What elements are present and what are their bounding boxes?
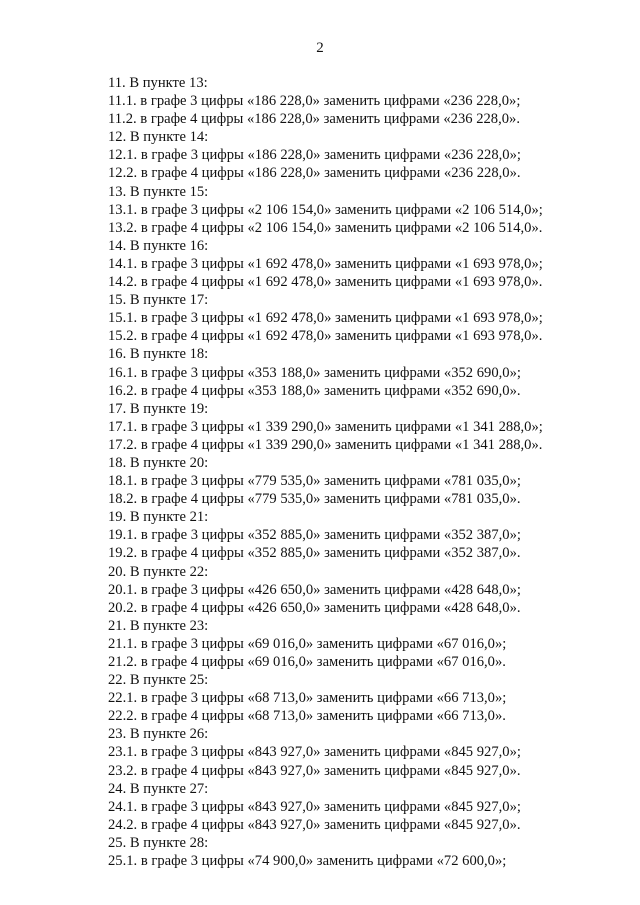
document-line: 14.1. в графе 3 цифры «1 692 478,0» заменить цифрами «1 693 978,0»; — [108, 255, 543, 272]
document-line: 16.1. в графе 3 цифры «353 188,0» заменить цифрами «352 690,0»; — [108, 364, 521, 381]
document-line: 17.1. в графе 3 цифры «1 339 290,0» заменить цифрами «1 341 288,0»; — [108, 418, 543, 435]
document-line: 21.2. в графе 4 цифры «69 016,0» заменить цифрами «67 016,0». — [108, 654, 506, 670]
document-line: 22. В пункте 25: — [108, 672, 209, 689]
document-line: 17.2. в графе 4 цифры «1 339 290,0» заменить цифрами «1 341 288,0». — [108, 436, 543, 453]
document-line: 19.2. в графе 4 цифры «352 885,0» заменить цифрами «352 387,0». — [108, 545, 521, 562]
document-line: 21.1. в графе 3 цифры «69 016,0» заменить цифрами «67 016,0»; — [108, 635, 507, 652]
document-line: 23.1. в графе 3 цифры «843 927,0» заменить цифрами «845 927,0»; — [108, 744, 521, 761]
document-line: 13.2. в графе 4 цифры «2 106 154,0» заменить цифрами «2 106 514,0». — [108, 219, 543, 236]
document-line: 14.2. в графе 4 цифры «1 692 478,0» заменить цифрами «1 693 978,0». — [108, 274, 543, 291]
document-line: 12. В пункте 14: — [108, 129, 209, 146]
document-line: 24.1. в графе 3 цифры «843 927,0» заменить цифрами «845 927,0»; — [108, 798, 521, 815]
document-line: 15. В пункте 17: — [108, 292, 209, 309]
document-line: 24.2. в графе 4 цифры «843 927,0» заменить цифрами «845 927,0». — [108, 816, 521, 833]
document-line: 17. В пункте 19: — [108, 400, 209, 417]
document-line: 11. В пункте 13: — [108, 75, 208, 91]
document-line: 24. В пункте 27: — [108, 780, 209, 797]
document-line: 15.2. в графе 4 цифры «1 692 478,0» заменить цифрами «1 693 978,0». — [108, 328, 543, 345]
document-line: 13. В пункте 15: — [108, 183, 209, 200]
document-line: 12.2. в графе 4 цифры «186 228,0» заменить цифрами «236 228,0». — [108, 165, 521, 182]
document-line: 11.1. в графе 3 цифры «186 228,0» заменить цифрами «236 228,0»; — [108, 93, 521, 110]
document-line: 12.1. в графе 3 цифры «186 228,0» заменить цифрами «236 228,0»; — [108, 147, 521, 164]
document-line: 19.1. в графе 3 цифры «352 885,0» заменить цифрами «352 387,0»; — [108, 527, 521, 544]
document-line: 22.2. в графе 4 цифры «68 713,0» заменить цифрами «66 713,0». — [108, 708, 506, 725]
document-line: 20.1. в графе 3 цифры «426 650,0» заменить цифрами «428 648,0»; — [108, 581, 521, 598]
document-line: 16. В пункте 18: — [108, 346, 209, 363]
document-line: 18.2. в графе 4 цифры «779 535,0» заменить цифрами «781 035,0». — [108, 491, 521, 508]
document-line: 20. В пункте 22: — [108, 563, 209, 580]
document-line: 21. В пункте 23: — [108, 617, 209, 634]
document-line: 14. В пункте 16: — [108, 237, 209, 254]
document-line: 11.2. в графе 4 цифры «186 228,0» заменить цифрами «236 228,0». — [108, 111, 520, 128]
document-line: 25.1. в графе 3 цифры «74 900,0» заменить цифрами «72 600,0»; — [108, 853, 507, 870]
document-line: 22.1. в графе 3 цифры «68 713,0» заменить цифрами «66 713,0»; — [108, 690, 507, 707]
document-line: 18.1. в графе 3 цифры «779 535,0» заменить цифрами «781 035,0»; — [108, 473, 521, 490]
document-line: 19. В пункте 21: — [108, 509, 209, 526]
document-line: 23.2. в графе 4 цифры «843 927,0» заменить цифрами «845 927,0». — [108, 762, 521, 779]
document-line: 16.2. в графе 4 цифры «353 188,0» заменить цифрами «352 690,0». — [108, 382, 521, 399]
document-line: 23. В пункте 26: — [108, 726, 209, 743]
document-line: 20.2. в графе 4 цифры «426 650,0» заменить цифрами «428 648,0». — [108, 599, 521, 616]
document-body — [108, 74, 608, 870]
document-line: 18. В пункте 20: — [108, 454, 209, 471]
document-line: 25. В пункте 28: — [108, 834, 209, 851]
page-number: 2 — [316, 40, 324, 56]
document-line: 15.1. в графе 3 цифры «1 692 478,0» заменить цифрами «1 693 978,0»; — [108, 310, 543, 327]
document-line: 13.1. в графе 3 цифры «2 106 154,0» заменить цифрами «2 106 514,0»; — [108, 201, 543, 218]
